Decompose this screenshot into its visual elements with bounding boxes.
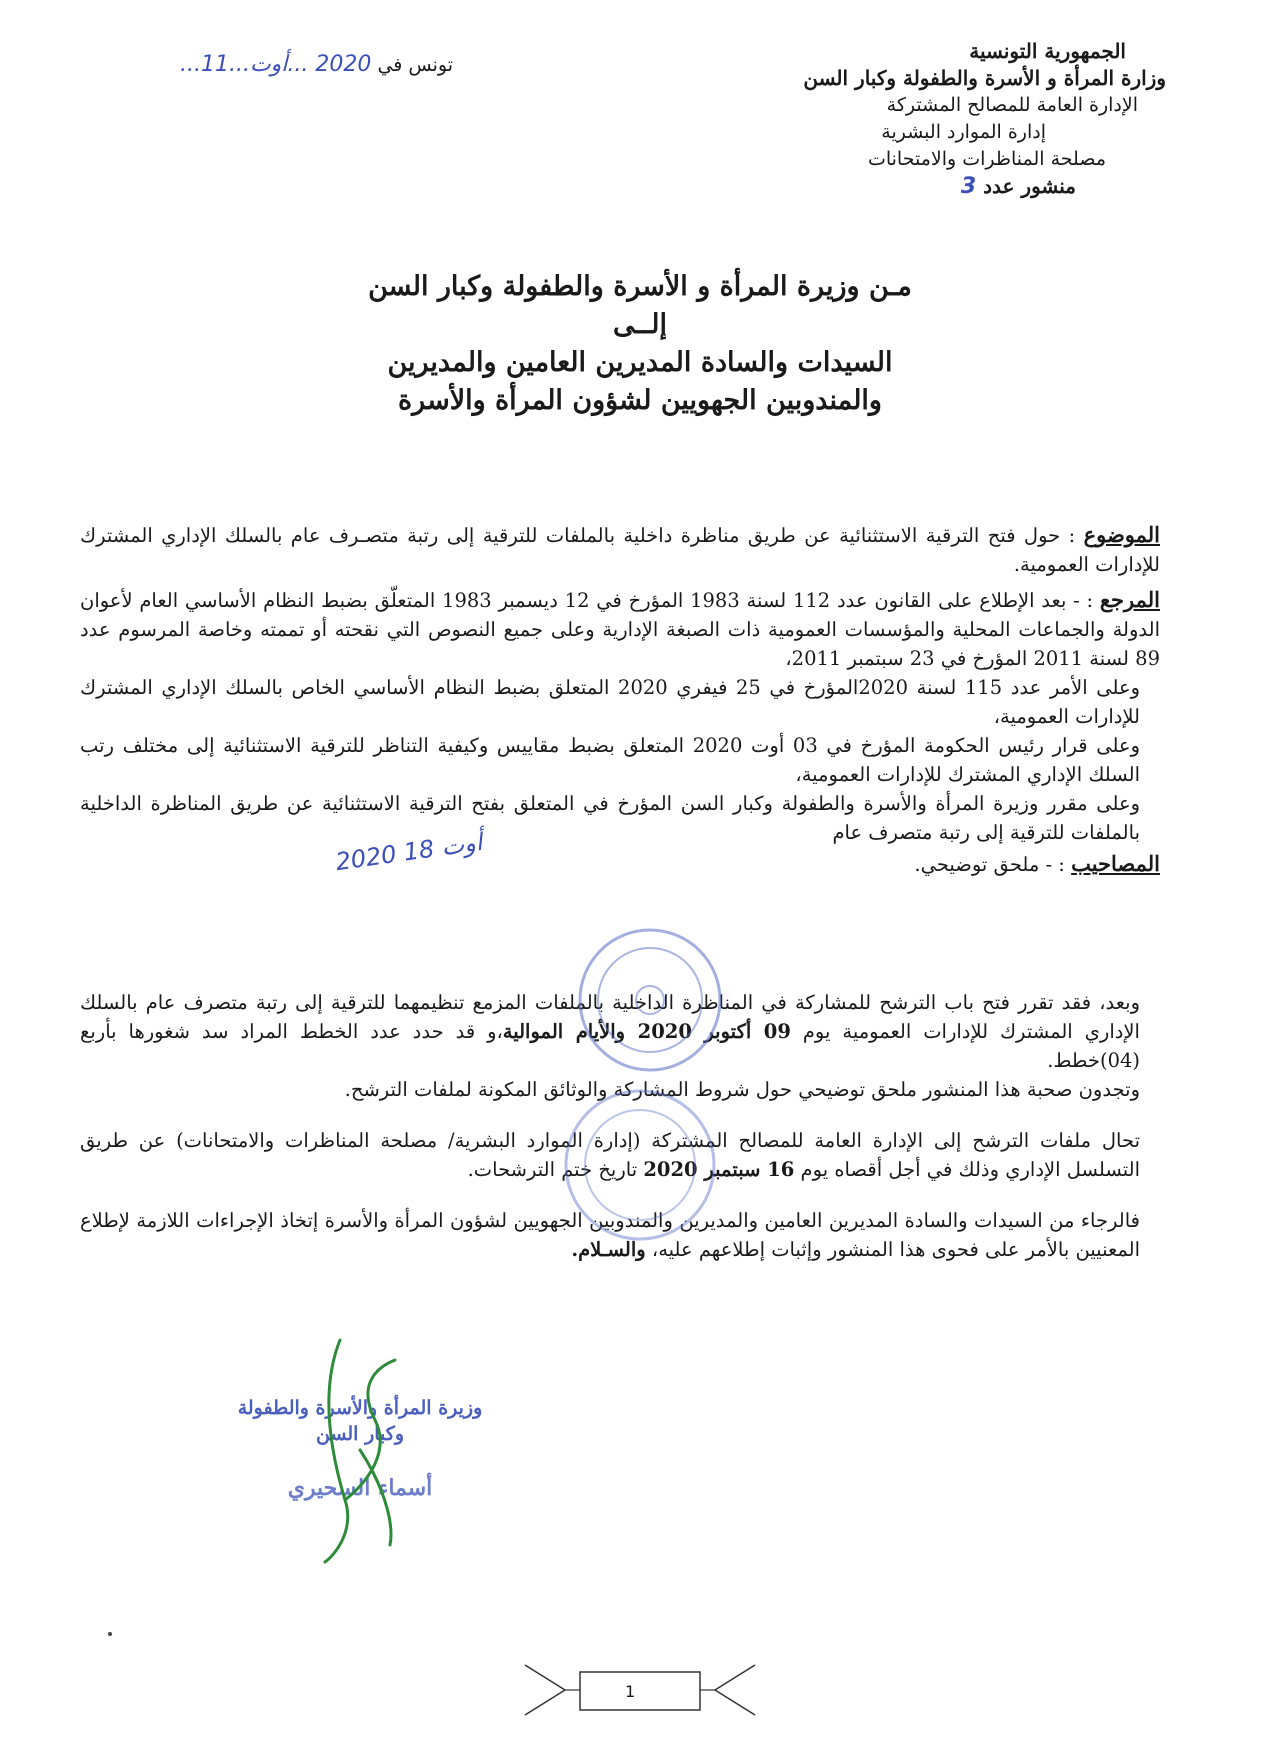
attachments-label: المصاحيب <box>1071 851 1160 876</box>
circular-number: 3 <box>960 174 977 199</box>
handwritten-decision-date: 2020 أوت 18 <box>333 827 484 877</box>
body-p1-text-b: ،و قد حدد عدد الخطط المراد سد شغورها بأربع (04)خطط. <box>80 1020 1140 1072</box>
address-block <box>180 268 1100 420</box>
recipients-line-1: السيدات والسادة المديرين العامين والمديرين <box>387 347 893 378</box>
to-line: إلــى <box>612 309 668 340</box>
ministry-line: وزارة المرأة و الأسرة والطفولة وكبار السن <box>803 66 1166 90</box>
body-p1-text-a: وبعد، فقد تقرر فتح باب الترشح للمشاركة في المناظرة الداخلية بالملفات المزمع تنظيمهما للترقية إلى رتبة متصرف عام بالسلك الإداري المشترك للإدارات العمومية يوم <box>80 991 1140 1043</box>
page-footer-ornament-icon <box>520 1650 760 1730</box>
ministry-seal-icon-2 <box>560 1085 720 1245</box>
body-p3-text-b: تاريخ ختم الترشحات. <box>467 1158 644 1181</box>
reference-paragraph-3: وعلى قرار رئيس الحكومة المؤرخ في 03 أوت 2020 المتعلق بضبط مقاييس وكيفية التناظر للترقية الاستثنائية إلى مختلف رتب السلك الإداري المشترك للإدارات العمومية، <box>80 734 1140 786</box>
closing-date: 16 سبتمبر 2020 <box>643 1158 795 1181</box>
subject-paragraph <box>80 520 1160 579</box>
reference-text-1: : - بعد الإطلاع على القانون عدد 112 لسنة 1983 المؤرخ في 12 ديسمبر 1983 المتعلّق بضبط النظام الأساسي العام لأعوان الدولة والجماعات المحلية والمؤسسات العمومية ذات الصبغة الإدارية وعلى جميع النصوص التي نقحته أو تممته وخاصة المرسوم عدد 89 لسنة 2011 المؤرخ في 23 سبتمبر 2011، <box>80 589 1160 670</box>
hr-line: إدارة الموارد البشرية <box>881 121 1046 143</box>
ministry-header <box>686 38 1166 200</box>
attachments-paragraph <box>80 849 1160 879</box>
signatory-name: أسماء السحيري <box>287 1475 433 1501</box>
subject-label: الموضوع <box>1083 522 1160 547</box>
reference-paragraph-1 <box>80 585 1160 673</box>
reference-paragraph-4: وعلى مقرر وزيرة المرأة والأسرة والطفولة وكبار السن المؤرخ في المتعلق بفتح الترقية الاستثنائية عن طريق المناظرة الداخلية بالملفات للترقية إلى رتبة متصرف عام <box>80 792 1140 844</box>
circular-label: منشور عدد <box>983 174 1076 198</box>
body-p4-text-a: فالرجاء من السيدات والسادة المديرين العامين والمديرين والمندوبين الجهويين لشؤون المرأة والأسرة إتخاذ الإجراءات اللازمة لإطلاع المعنيين بالأمر على فحوى هذا المنشور وإثبات إطلاعهم عليه، <box>80 1209 1140 1261</box>
body-paragraph-2: وتجدون صحبة هذا المنشور ملحق توضيحي حول شروط المشاركة والوثائق المكونة لملفات الترشح. <box>344 1078 1140 1101</box>
body-p3-text-a: تحال ملفات الترشح إلى الإدارة العامة للمصالح المشتركة (إدارة الموارد البشرية/ مصلحة المناظرات والامتحانات) عن طريق التسلسل الإداري وذلك في أجل أقصاه يوم <box>80 1129 1140 1181</box>
service-line: مصلحة المناظرات والامتحانات <box>867 148 1106 170</box>
republic-line: الجمهورية التونسية <box>969 39 1126 63</box>
ministry-seal-icon <box>575 925 725 1075</box>
circular-number-line <box>686 173 1076 200</box>
subject-text: : حول فتح الترقية الاستثنائية عن طريق مناظرة داخلية بالملفات للترقية إلى رتبة متصـرف عام بالسلك الإداري المشترك للإدارات العمومية. <box>80 524 1160 576</box>
date-label: تونس في <box>377 54 454 76</box>
signatory-title-2: وكبار السن <box>315 1423 404 1445</box>
references-section <box>80 520 1160 879</box>
directorate-line: الإدارة العامة للمصالح المشتركة <box>886 94 1138 116</box>
handwritten-signature-icon <box>300 1330 430 1570</box>
reference-paragraph-2: وعلى الأمر عدد 115 لسنة 2020المؤرخ في 25 فيفري 2020 المتعلق بضبط النظام الأساسي الخاص بالسلك الإداري المشترك للإدارات العمومية، <box>80 676 1141 728</box>
attachments-text: : - ملحق توضيحي. <box>914 853 1065 876</box>
reference-label: المرجع <box>1099 587 1160 612</box>
opening-date: 09 أكتوبر 2020 والأيام الموالية <box>502 1020 791 1043</box>
closing-salutation: والسـلام. <box>571 1238 646 1261</box>
date-handwritten: 2020 ...أوت...11... <box>180 52 372 77</box>
page-number: 1 <box>625 1682 636 1701</box>
recipients-line-2: والمندوبين الجهويين لشؤون المرأة والأسرة <box>398 385 882 416</box>
signatory-title-1: وزيرة المرأة والأسرة والطفولة <box>237 1397 483 1419</box>
from-line: مـن وزيرة المرأة و الأسرة والطفولة وكبار السن <box>368 271 912 302</box>
scan-dot <box>108 1632 112 1636</box>
document-date <box>180 52 453 77</box>
